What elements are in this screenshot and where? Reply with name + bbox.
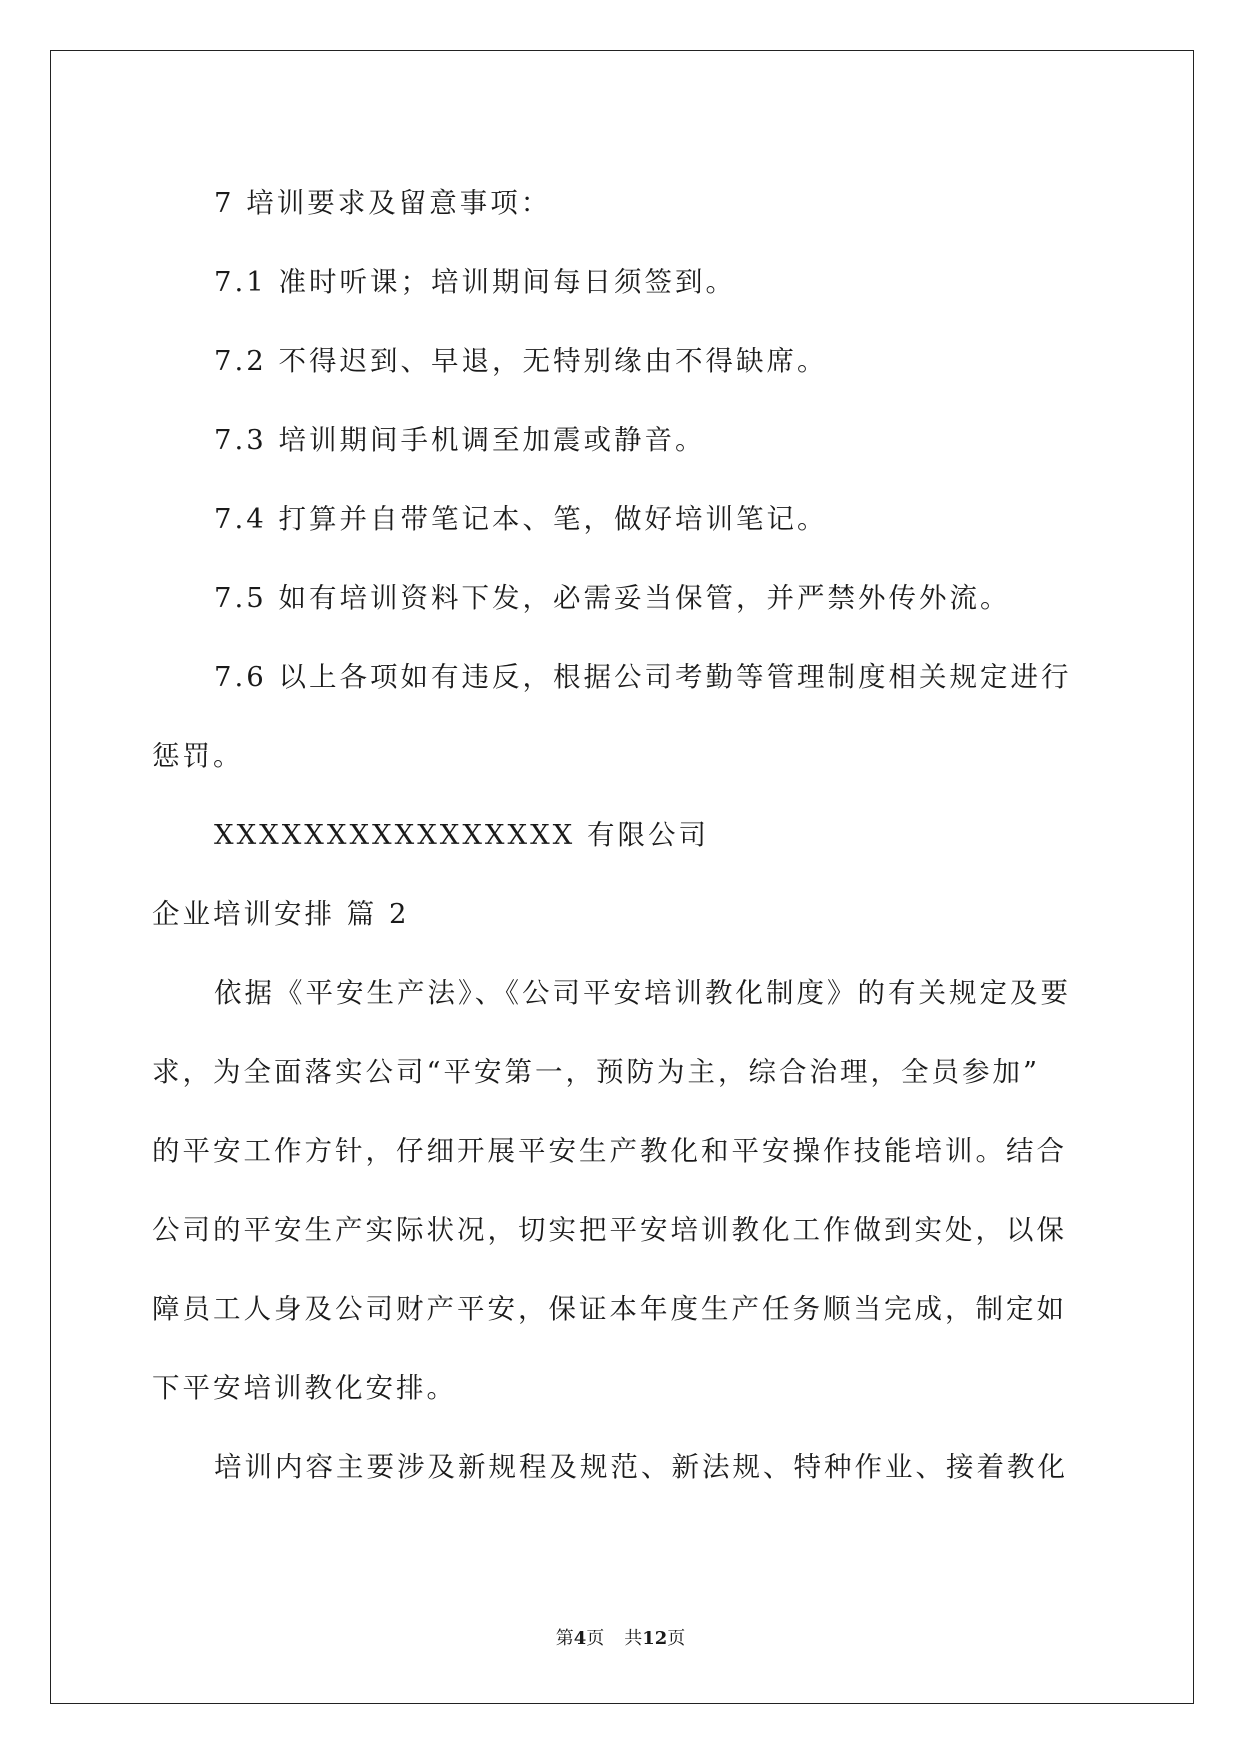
company-signature: XXXXXXXXXXXXXXXX 有限公司 (214, 819, 709, 851)
footer-total-suffix: 页 (667, 1628, 686, 1649)
paragraph-line: 7.1 准时听课；培训期间每日须签到。 (214, 266, 736, 298)
page-footer (0, 1624, 1241, 1650)
document-body (152, 164, 1092, 1507)
paragraph-line: 惩罚。 (152, 740, 244, 772)
paragraph-line: 7.4 打算并自带笔记本、笔，做好培训笔记。 (214, 503, 828, 535)
paragraph-line: 7 培训要求及留意事项： (214, 187, 552, 219)
paragraph-line: 7.2 不得迟到、早退，无特别缘由不得缺席。 (214, 345, 828, 377)
paragraph-line: 7.6 以上各项如有违反，根据公司考勤等管理制度相关规定进行 (214, 661, 1072, 693)
paragraph-line: 的平安工作方针，仔细开展平安生产教化和平安操作技能培训。结合 (152, 1135, 1067, 1167)
paragraph-line: 求，为全面落实公司“平安第一，预防为主，综合治理，全员参加” (152, 1056, 1041, 1088)
paragraph-line: 培训内容主要涉及新规程及规范、新法规、特种作业、接着教化 (214, 1451, 1068, 1483)
footer-page-number: 4 (573, 1628, 587, 1649)
paragraph-line: 下平安培训教化安排。 (152, 1372, 457, 1404)
paragraph-line: 7.5 如有培训资料下发，必需妥当保管，并严禁外传外流。 (214, 582, 1011, 614)
footer-total-pages: 12 (642, 1628, 668, 1649)
paragraph-line: 依据《平安生产法》、《公司平安培训教化制度》的有关规定及要 (214, 977, 1071, 1009)
section-heading: 企业培训安排 篇 2 (152, 898, 410, 930)
paragraph-line: 公司的平安生产实际状况，切实把平安培训教化工作做到实处，以保 (152, 1214, 1067, 1246)
footer-page-suffix: 页 (586, 1628, 605, 1649)
footer-prefix: 第 (555, 1628, 574, 1649)
paragraph-line: 7.3 培训期间手机调至加震或静音。 (214, 424, 706, 456)
paragraph-line: 障员工人身及公司财产平安，保证本年度生产任务顺当完成，制定如 (152, 1293, 1067, 1325)
footer-total-prefix: 共 (624, 1628, 643, 1649)
